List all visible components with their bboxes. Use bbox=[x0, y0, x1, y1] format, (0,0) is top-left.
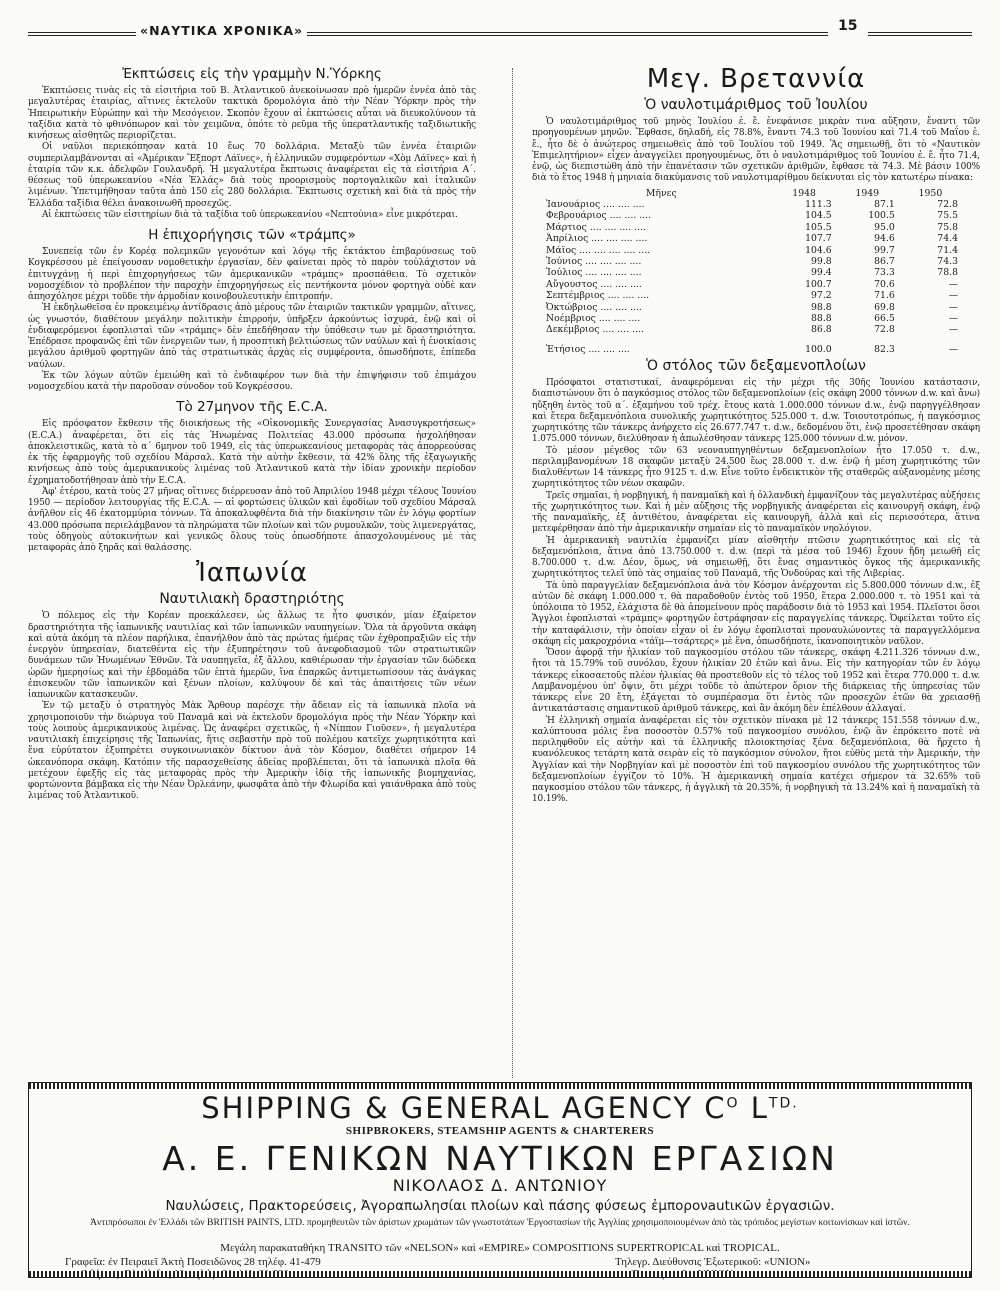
ad-company-name-en bbox=[29, 1091, 971, 1125]
table-cell: 104.5 bbox=[805, 210, 832, 222]
table-row bbox=[546, 210, 966, 221]
table-cell: 104.6 bbox=[805, 244, 832, 256]
table-row bbox=[546, 302, 966, 313]
table-cell: 72.8 bbox=[874, 324, 895, 336]
page-number: 15 bbox=[832, 18, 863, 34]
table-header-cell: 1948 bbox=[792, 187, 816, 199]
table-cell: 75.8 bbox=[937, 221, 958, 233]
table-cell: 105.5 bbox=[805, 221, 832, 233]
table-row bbox=[546, 279, 966, 290]
masthead bbox=[28, 20, 972, 46]
table-row bbox=[546, 267, 966, 278]
ad-sup2: TD. bbox=[768, 1095, 799, 1112]
table-cell: 74.3 bbox=[937, 255, 958, 267]
table-cell: 70.6 bbox=[874, 278, 895, 290]
freight-index-table bbox=[546, 188, 966, 356]
table-cell: — bbox=[948, 312, 958, 324]
table-cell: 100.7 bbox=[805, 278, 832, 290]
article-title-eca: Τὸ 27μηνον τῆς E.C.A. bbox=[176, 399, 328, 416]
ad-owner-name: ΝΙΚΟΛΑΟΣ Δ. ΑΝΤΩΝΙΟΥ bbox=[392, 1176, 608, 1195]
table-header-cell: 1949 bbox=[855, 187, 880, 199]
table-cell: 99.7 bbox=[874, 244, 895, 256]
table-cell: 100.5 bbox=[868, 210, 895, 222]
table-header-row bbox=[546, 188, 966, 199]
table-cell: — bbox=[948, 343, 958, 355]
table-cell: 72.8 bbox=[937, 198, 958, 210]
paragraph: Ἡ ἀμερικανικὴ ναυτιλία ἐμφανίζει μίαν αἰσθητὴν πτῶσιν χωρητικότητος καὶ εἰς τὰ δεξαμενόπλοια, ἅτινα ἀπὸ 13.750.000 τ. d.w. (περὶ τὰ μέσα τοῦ 1946) ἔχουν ἤδη μειωθῆ εἰς 8.700.000 τ. d.w. Δέον, ὅμως, νὰ σημειωθῇ, ὅτι ἕνας σημαντικὸς ὄγκος τῆς ἀμερικανικῆς χωρητικότητος τελεῖ ὑπὸ τὰς σημαίας τοῦ Παναμᾶ, τῆς Ὁνδούρας καὶ τῆς Λιβερίας. bbox=[532, 535, 980, 580]
table-cell: Μάϊος .... .... .... .... .... bbox=[546, 244, 651, 256]
table-row bbox=[546, 256, 966, 267]
table-cell: 107.7 bbox=[805, 233, 832, 245]
paragraph: Ἡ ἐκδηλωθεῖσα ἐν προκειμένῳ ἀντίδρασις ἀπὸ μέρους τῶν ἑταιριῶν τακτικῶν γραμμῶν, αἵτινες, ὡς γνωστόν, διαθέτουν μεγάλην πολιτικὴν ἐπιρροήν, ὑπῆρξεν ἀρκούντως ἰσχυρά, ἐνῷ καὶ οἱ ἐνδιαφερόμενοι ἐφοπλισταὶ τῶν «τράμπς» δὲν ἐπεδήθησαν τὴν ὑπόθεσιν των μὲ δραστηριότητα. Ἐπέδρασε προφανῶς ἐπὶ τῶν ἐνεργειῶν των, ἡ προσπτικὴ βελτιώσεως τῶν ναύλων καὶ ἡ ἐνοικίασις μεγάλου ἀριθμοῦ φορτηγῶν ἀπὸ τὰς στρατιωτικὰς ἀρχὰς εἰς συμφέροντα, ὁπωσδήποτε, ἐπίπεδα ναύλων. bbox=[28, 303, 476, 370]
table-cell: 71.4 bbox=[937, 244, 958, 256]
ad-services: Ναυλώσεις, Πρακτορεύσεις, Ἀγοραπωλησίαι πλοίων καὶ πάσης φύσεως ἐμπορονautικῶν ἐργασιῶν. bbox=[165, 1198, 835, 1214]
publication-title: «ΝΑΥΤΙΚΑ ΧΡΟΝΙΚΑ» bbox=[136, 23, 307, 38]
table-cell: Ἀπρίλιος .... .... .... .... bbox=[546, 233, 648, 245]
masthead-rule-mid bbox=[278, 32, 828, 36]
table-cell: Ἐτήσιος .... .... .... bbox=[546, 343, 630, 355]
table-cell: 75.5 bbox=[937, 210, 958, 222]
paragraph: Ἐκ τῶν λόγων αὐτῶν ἐμειώθη καὶ τὸ ἐνδιαφέρον των διὰ τὴν ἐπιψήφισιν τοῦ ἐπιμάχου νομοσχεδίου κατὰ τὴν παροῦσαν σύνοδον τοῦ Κογκρέσσου. bbox=[28, 370, 476, 392]
ad-telegraph-external: Τηλεγρ. Διεύθυνσις Ἐξωτερικοῦ: «UNION» bbox=[615, 1256, 811, 1268]
table-cell: — bbox=[948, 278, 958, 290]
ad-company-name-gr: Α. Ε. ΓΕΝΙΚΩΝ ΝΑΥΤΙΚΩΝ ΕΡΓΑΣΙΩΝ bbox=[162, 1139, 838, 1178]
ad-sup: O bbox=[726, 1095, 740, 1112]
ad-border-top bbox=[29, 1083, 971, 1089]
ad-office-piraeus: Γραφεῖα: ἐν Πειραιεῖ Ἀκτὴ Ποσειδῶνος 28 τηλέφ. 41-479 bbox=[65, 1256, 321, 1268]
table-cell: — bbox=[948, 301, 958, 313]
article-title-tramp-subsidy: Η ἐπιχορήγησις τῶν «τράμπς» bbox=[148, 227, 356, 243]
table-cell: Σεπτέμβριος .... .... .... bbox=[546, 290, 650, 302]
paragraph: Ὁ πόλεμος εἰς τὴν Κορέαν προεκάλεσεν, ὡς ἄλλως τε ἦτο φυσικόν, μίαν ἐξαίρετον δραστηριότητα τῆς ἰαπωνικῆς ναυτιλίας καὶ τῶν ἰαπωνικῶν ναυπηγείων. Ὅλα τὰ ἀργοῦντα σκάφη καὶ αὐτὰ ἀκόμη τὰ πλέον παρήλικα, ἐπανήλθον ἀπὸ τὰς πρώτας ἡμέρας τῶν ἐχθροπραξιῶν εἰς τὴν ἐνεργὸν ὑπηρεσίαν, διατεθέντα εἰς τὴν ἐξυπηρέτησιν τοῦ ἀνεφοδιασμοῦ τῶν στρατιωτικῶν δυνάμεων τῶν Ἡνωμένων Ἐθνῶν. Τὰ ναυπηγεῖα, ἐξ ἄλλου, καθιέρωσαν τὴν ἐργασίαν τῶν δώδεκα ὡρῶν ἡμερησίως καὶ τὴν ἑβδομάδα τῶν ἑπτὰ ἡμερῶν, ἵνα ἐπαρκῶς ἀντιμετωπίσουν τὰς ἀνάγκας ἐπισκευῶν τῶν ἰαπωνικῶν καὶ ξένων πλοίων, καλύψουν δὲ καὶ τὰς ἀπαιτήσεις τῶν νέων ἰαπωνικῶν κατασκευῶν. bbox=[28, 611, 476, 700]
table-cell: 71.6 bbox=[874, 290, 895, 302]
table-cell: 78.8 bbox=[937, 267, 958, 279]
article-title-tanker-fleet: Ὁ στόλος τῶν δεξαμενοπλοίων bbox=[646, 358, 866, 375]
ad-company-name-en-text: SHIPPING & GENERAL AGENCY C bbox=[201, 1091, 727, 1125]
paragraph: Ἐκπτώσεις τινὰς εἰς τὰ εἰσιτήρια τοῦ Β. Ἀτλαντικοῦ ἀνεκοίνωσαν πρὸ ἡμερῶν ἐννέα ἀπὸ τὰς μεγαλυτέρας ἑταιρίας, αἵτινες ἐκτελοῦν τακτικὰ δρομολόγια ἀπὸ τὴν Νέαν Ὑόρκην πρὸς τὴν Ἠπειρωτικὴν Εὐρώπην καὶ τὴν Μεσόγειον. Σκοπὸν ἔχουν αἱ ἐκπτώσεις αὗται νὰ διευκολύνουν τὰ ταξίδια κατὰ τὸ φθινόπωρον καὶ τὸν χειμῶνα, ὁπότε τὸ ρεῦμα τῆς ὑπερατλαντικῆς ταξιδιωτικῆς κινήσεως αἰσθητῶς περιορίζεται. bbox=[28, 86, 476, 141]
paragraph: Τὸ μέσον μέγεθος τῶν 63 νεοναυπηγηθέντων δεξαμενοπλοίων ἦτο 17.050 τ. d.w., περιλαμβανομένων 18 σκαφῶν μεταξὺ 24.500 ἕως 28.000 τ. d.w. ἐνῷ ἡ μέση χωρητικότης τῶν διαλυθέντων 14 τάνκερς ἦτο 9125 τ. d.w. Εἶνε τοῦτο ἐνδεικτικὸν τῆς σταθερῶς αὐξανομένης μέσης χωρητικότητος τῶν νέων σκαφῶν. bbox=[532, 445, 980, 490]
ad-border-bottom bbox=[29, 1271, 971, 1277]
paragraph: Ὅσον ἀφορᾷ τὴν ἡλικίαν τοῦ παγκοσμίου στόλου τῶν τάνκερς, σκάφη 4.211.326 τόννων d.w., ἤτοι τὰ 15.79% τοῦ συνόλου, ἔχουν ἡλικίαν 20 ἐτῶν καὶ ἄνω. Εἰς τὴν κατηγορίαν τῶν ἐν λόγῳ τάνκερς εἰκοσαετοῦς πλέον ἡλικίας θὰ προστεθοῦν εἰς τὸ τέλος τοῦ 1952 καὶ ἕτερα 770.000 τ. d.w. Λαμβανομένου ὑπ' ὄψιν, ὅτι μέχρι τοῦδε τὸ ἀπώτερον ὅριον τῆς διάρκειας τῆς ὑπηρεσίας τῶν τάνκερς εἶνε 20 ἔτη, ἐξάγεται τὸ συμπέρασμα ὅτι ἐντὸς τῶν προσεχῶν ἐτῶν θὰ χρειασθῇ ἀντικατάστασις σημαντικοῦ ἀριθμοῦ τάνκερς, καὶ ἂν ἀκόμη δὲν ἐπέλθουν ἀλλαγαί. bbox=[532, 648, 980, 715]
table-cell: 86.8 bbox=[810, 324, 832, 336]
table-cell: 87.1 bbox=[874, 198, 895, 210]
table-cell: Ἰανουάριος .... .... .... bbox=[546, 198, 645, 210]
table-cell: Δεκέμβριος .... .... .... bbox=[546, 324, 644, 336]
table-row bbox=[546, 313, 966, 324]
article-title-shipping-activity: Ναυτιλιακὴ δραστηριότης bbox=[159, 591, 345, 608]
table-cell: Νοέμβριος .... .... .... bbox=[546, 312, 641, 324]
masthead-rule-right bbox=[868, 32, 972, 36]
right-column bbox=[532, 60, 980, 806]
table-cell: 99.8 bbox=[810, 255, 832, 267]
table-row bbox=[546, 245, 966, 256]
paragraph: Ἀφ' ἑτέρου, κατὰ τοὺς 27 μῆνας οἵτινες διέρρευσαν ἀπὸ τοῦ Ἀπριλίου 1948 μέχρι τέλους Ἰουνίου 1950 — περίοδον λειτουργίας τῆς E.C.A. — αἱ φορτώσεις ὑλικῶν καὶ ἐφοδίων τοῦ σχεδίου Μάρσαλ ἀνῆλθον εἰς 46 ἑκατομμύρια τόννων. Τὰ ἀποκαλυφθέντα διὰ τὴν διακίνησιν τῶν ἐν λόγῳ φορτίων 43.000 πρόσωπα περιελάμβανον τὰ πληρώματα τῶν πλοίων καὶ τῶν ρυμουλκῶν, τοὺς λιμενεργάτας, τοὺς ὁδηγοὺς αὐτοκινήτων καὶ γενικῶς ὅλους τοὺς ὁπωσδήποτε ἀπασχολουμένους μὲ τὰς μεταφορὰς ἀπὸ ξηρᾶς καὶ θαλάσσης. bbox=[28, 486, 476, 553]
country-heading-japan: Ἰαπωνία bbox=[196, 558, 308, 589]
paragraph: Τὰ ὑπὸ παραγγελίαν δεξαμενόπλοια ἀνὰ τὸν Κόσμον ἀνέρχονται εἰς 5.800.000 τόννων d.w., ἐξ αὐτῶν δὲ σκάφη 1.000.000 τ. θὰ παραδοθοῦν ἐντὸς τοῦ 1950, ἕτερα 2.000.000 τ. τὸ 1951 καὶ τὰ ὑπόλοιπα τὸ 1952, ἐλάχιστα δὲ θὰ ἀπομείνουν πρὸς παράδοσιν διὰ τὸ 1953 καὶ 1954. Πλεῖστοι ὅσοι Ἄγγλοι ἐφοπλισταὶ «τράμπς» φορτηγῶν ἐστράφησαν εἰς παραγγελίας τάνκερς. Ὀφείλεται τοῦτο εἰς τὴν καταφάλισιν, τὴν ὁποίαν εἶχαν οἱ ἐν λόγῳ ἐφοπλισταὶ προναυλώνοντες τὰ παραγγελλόμενα σκάφη εἰς μακροχρόνια «τάϊμ—τσάρτερς» μὲ ἕνα, ὁπωσδήποτε, ἱκανοποιητικὸν ναῦλον. bbox=[532, 580, 980, 647]
paragraph: Ὁ ναυλοτιμάριθμος τοῦ μηνὸς Ἰουλίου ἐ. ἔ. ἐνεφάνισε μικρὰν τινα αὔξησιν, ἔναντι τῶν προηγουμένων μηνῶν. Ἔφθασε, δηλαδή, εἰς 78.8%, ἔναντι 74.3 τοῦ Ἰουνίου καὶ 71.4 τοῦ Μαΐου ἐ. ἔ., ἦτο δὲ ὁ ἀνώτερος σημειωθεὶς ἀπὸ τοῦ Ἰουλίου τοῦ 1949. Ἂς σημειωθῇ, ὅτι τὸ «Ναυτικὸν Ἐπιμελητήριον» εἶχεν ἀναγγείλει προηγουμένως, ὅτι ὁ ναυλοτιμάριθμος τοῦ Ἰουνίου ἐ. ἔ. ἦτο 71.4, ἐνῷ, ὡς διεπιστώθη ἀπὸ τὴν ἐπανέτασιν τῶν σχετικῶν ἀριθμῶν, ἔφθασε τὰ 74.3. Μὲ βάσιν 100% διὰ τὸ ἔτος 1948 ἡ μηνιαία διακύμανσις τοῦ ναυλοτιμαρίθμου δείκνυται εἰς τὸν κατωτέρω πίνακα: bbox=[532, 117, 980, 184]
table-row bbox=[546, 324, 966, 335]
paragraph: Αἱ ἐκπτώσεις τῶν εἰσιτηρίων διὰ τὰ ταξίδια τοῦ ὑπερωκεανίου «Νεπτούνια» εἶνε μικρότεραι. bbox=[42, 209, 458, 220]
table-cell: Ὀκτώβριος .... .... .... bbox=[546, 301, 642, 313]
paragraph: Συνεπείᾳ τῶν ἐν Κορέᾳ πολεμικῶν γεγονότων καὶ λόγῳ τῆς ἐκτάκτου ἐπιβαρύνσεως τοῦ Κογκρέσσου μὲ ἐπείγουσαν νομοθετικὴν ἐργασίαν, δὲν φαίνεται πρὸς τὸ παρὸν τοὐλάχιστον νὰ ἐπιτυγχάνῃ ἡ περὶ ἐπιχορηγήσεως τῶν ἀμερικανικῶν «τράμπς» προσπάθεια. Τὸ σχετικὸν νομοσχέδιον τὸ προβλέπον τὴν παροχὴν ἐπιχορηγήσεως εἰς πεντήκοντα μόνον φορτηγὰ οὐδὲ καν ἀπησχόλησε μέχρι τοῦδε τὴν ἁρμοδίαν κοινοβουλευτικὴν ἐπιτροπήν. bbox=[28, 247, 476, 302]
table-cell: 111.3 bbox=[805, 198, 832, 210]
table-cell: — bbox=[948, 324, 958, 336]
ad-office-row bbox=[65, 1256, 935, 1268]
ad-subtitle-en: SHIPBROKERS, STEAMSHIP AGENTS & CHARTERERS bbox=[345, 1125, 655, 1137]
table-cell: 88.8 bbox=[810, 312, 832, 324]
table-cell: Ἰούλιος .... .... .... .... bbox=[546, 267, 642, 279]
country-heading-britain: Μεγ. Βρεταννία bbox=[646, 64, 866, 94]
table-cell: 94.6 bbox=[874, 233, 895, 245]
table-cell: 73.3 bbox=[874, 267, 895, 279]
table-cell: Μάρτιος .... .... .... .... bbox=[546, 221, 646, 233]
shipping-agency-advertisement bbox=[28, 1082, 972, 1278]
table-cell: 99.4 bbox=[810, 267, 832, 279]
table-cell: Φεβρουάριος .... .... .... bbox=[546, 210, 652, 222]
table-cell: 66.5 bbox=[874, 312, 895, 324]
table-cell: 100.0 bbox=[805, 343, 832, 355]
article-title-freight-index: Ὁ ναυλοτιμάριθμος τοῦ Ἰουλίου bbox=[644, 97, 868, 113]
table-cell: Ἰούνιος .... .... .... .... bbox=[546, 255, 642, 267]
table-cell: 69.8 bbox=[874, 301, 895, 313]
table-total-row bbox=[546, 336, 966, 355]
masthead-rule-left bbox=[28, 32, 136, 36]
table-cell: 98.8 bbox=[810, 301, 832, 313]
table-cell: — bbox=[948, 290, 958, 302]
paragraph: Πρόσφατοι στατιστικαί, ἀναφερόμεναι εἰς τὴν μέχρι τῆς 30ῆς Ἰουνίου κατάστασιν, διαπιστώνουν ὅτι ὁ παγκόσμιος στόλος τῶν δεξαμενοπλοίων (εἰς σκάφη 2000 τόννων d.w. καὶ ἄνω) ηὔξηθη ἐντὸς τοῦ α΄. ἑξαμήνου τοῦ τρέχ. ἔτους κατὰ 1.000.000 τόννων d.w., ἐνῷ παρηγγέλθησαν καὶ ἕτερα δεξαμενόπλοια συνολικῆς χωρητικότητος 525.000 τ. d.w. Τοιουτοτρόπως, ἡ παγκόσμιος χωρητικότης τῶν τάνκερς ἀνήρχετο εἰς 26.677.747 τ. d.w., δεδομένου ὅτι, ἐνῷ προσετέθησαν σκάφη 1.075.000 τόννων, διελύθησαν ἡ ἀπωλέσθησαν τάνκερς 125.000 τόννων d.w. μόνον. bbox=[532, 378, 980, 445]
left-column bbox=[28, 60, 476, 803]
paragraph: Ἡ ἑλληνικὴ σημαία ἀναφέρεται εἰς τὸν σχετικὸν πίνακα μὲ 12 τάνκερς 151.558 τόννων d.w., καλύπτουσα μόλις ἕνα ποσοστὸν 0.57% τοῦ παγκοσμίου συνόλου, ἐνῷ ἂν ἐπρόκειτο ποτὲ νὰ περιληφθοῦν εἰς αὐτὴν καὶ τὰ ἑλληνικῆς πλοιοκτησίας ξένα δεξαμενόπλοια, θὰ ἤρχετο ἡ κυανόλευκος τετάρτη κατὰ σειρὰν εἰς τὸ παγκόσμιον σύνολον, ἤτοι εὐθὺς μετὰ τὴν Ἀμερικήν, τὴν Ἀγγλίαν καὶ τὴν Νορβηγίαν καὶ μὲ ποσοστὸν ἐπὶ τοῦ παγκοσμίου συνόλου τῆς χωρητικότητος τῶν δεξαμενοπλοίων ἐγγίζον τὸ 10%. Ἡ ἀμερικανικὴ σημαία κατέχει σήμερον τὰ 32.65% τοῦ παγκοσμίου στόλου τῶν τάνκερς, ἡ ἀγγλικὴ τὰ 20.35%, ἡ νορβηγικὴ τὰ 13.24% καὶ ἡ παναμαϊκὴ τὰ 10.19%. bbox=[532, 715, 980, 805]
ad-stock-line: Μεγάλη παρακαταθήκη TRANSITO τῶν «NELSON» καὶ «EMPIRE» COMPOSITIONS SUPERTROPICAL καὶ TROPICAL. bbox=[220, 1242, 780, 1254]
article-title-fare-reductions: Ἐκπτώσεις εἰς τὴν γραμμὴν Ν.Ὑόρκης bbox=[122, 66, 382, 82]
table-cell: 86.7 bbox=[874, 255, 895, 267]
paragraph: Τρεῖς σημαῖαι, ἡ νορβηγική, ἡ παναμαϊκὴ καὶ ἡ ὀλλανδικὴ ἐμφανίζουν τὰς μεγαλυτέρας αὐξήσεις τῆς χωρητικότητος των. Καὶ ἡ μὲν αὔξησις τῆς νορβηγικῆς ἀναφέρεται εἰς καινουργῆ σκάφη, ἐνῷ τῆς παναμαϊκῆς, ἐξ ἀντιθέτου, ἀναφέρεται εἰς καινουργῆ, ἀλλὰ καὶ εἰς περισσότερα, ἅτινα μετεφέρθησαν ἀπὸ τὴν ἀμερικανικὴν σημαίαν εἰς τὸ παναμαϊκὸν νηολόγιον. bbox=[532, 490, 980, 535]
table-cell: 95.0 bbox=[874, 221, 895, 233]
table-header-cell: 1950 bbox=[918, 187, 943, 199]
paragraph: Εἰς πρόσφατον ἔκθεσιν τῆς διοικήσεως τῆς «Οἰκονομικῆς Συνεργασίας Ἀνασυγκροτήσεως» (E.C.A.) ἀναφέρεται, ὅτι εἰς τὰς Ἡνωμένας Πολιτείας 43.000 πρόσωπα ἠσχολήθησαν ἀποκλειστικῶς, κατὰ τὸ α΄ 6μηνον τοῦ 1949, εἰς τὰς ὑπερωκεανίους μεταφορὰς τὰς ἀπορρεούσας ἐκ τῆς ἐφαρμογῆς τοῦ σχεδίου Μάρσαλ. Κατὰ τὴν αὐτὴν ἔκθεσιν, τὰ 42% ὅλης τῆς ἐξαγωγικῆς κινήσεως ἀπὸ τοὺς ἀμερικανικοὺς λιμένας τοῦ Ἀτλαντικοῦ κατὰ τὴν ἰδίαν χρονικὴν περίοδον ἐχρηματοδοτήθησαν ἀπὸ τὴν E.C.A. bbox=[28, 419, 476, 486]
ad-representation: Ἀντιπρόσωποι ἐν Ἑλλάδι τῶν BRITISH PAINTS, LTD. προμηθευτῶν τῶν ἀρίστων χρωμάτων τῶν γνωστοτάτων Ἐργοστασίων τῆς Ἀγγλίας χρησιμοποιουμένων ἀπὸ τὰς τρόπιδος μεγίστων κοιτωνίσκων καὶ ἱστῶν. bbox=[90, 1217, 910, 1228]
paragraph: Ἐν τῷ μεταξὺ ὁ στρατηγὸς Μὰκ Ἄρθουρ παρέσχε τὴν ἄδειαν εἰς τὰ ἰαπωνικὰ πλοῖα νὰ χρησιμοποιοῦν τὴν διώρυγα τοῦ Παναμᾶ καὶ νὰ ἐκτελοῦν δρομολόγια πρὸς τὴν Νέαν Ὑόρκην καὶ τοὺς λοιποὺς ἀμερικανικοὺς λιμένας. Ὡς ἀναφέρει σχετικῶς, ἡ «Νίππον Γιοῦσεν», ἡ μεγαλυτέρα ναυτιλιακὴ ἐπιχείρησις τῆς Ἰαπωνίας, ἥτις σεβαστὴν πρὸ τοῦ πολέμου κατεῖχε χωρητικότητα καὶ ἕνα εὐρύτατον ἐξυπηρέτει συγκοινωνιακὸν δίκτυον ἀνὰ τὸν Κόσμον, διαθέτει σήμερον 14 ὠκεανόπορα σκάφη. Κατόπιν τῆς παρασχεθείσης ἀδείας προβλέπεται, ὅτι τὰ ἰαπωνικὰ πλοῖα θὰ μετέχουν ἐφεξῆς εἰς τὰς μεταφορὰς πρὸς τὴν Ἀμερικὴν ἰδίᾳ τῆς ἰαπωνικῆς βιομηχανίας, φορτώνοντα βάμβακα εἰς τὴν Νέαν Ὀρλεάνην, φωσφᾶτα ἀπὸ τὴν Φλωρίδα καὶ γαιάνθρακα ἀπὸ τοὺς λιμένας τοῦ Ἀτλαντικοῦ. bbox=[28, 701, 476, 802]
column-divider bbox=[512, 68, 513, 1078]
table-row bbox=[546, 290, 966, 301]
ad-company-name-en-end: L bbox=[739, 1091, 769, 1125]
table-row bbox=[546, 199, 966, 210]
table-cell: Αὔγουστος .... .... .... bbox=[546, 278, 642, 290]
table-row bbox=[546, 233, 966, 244]
table-cell: 97.2 bbox=[810, 290, 832, 302]
table-row bbox=[546, 222, 966, 233]
table-cell: 74.4 bbox=[937, 233, 958, 245]
paragraph: Οἱ ναῦλοι περιεκόπησαν κατὰ 10 ἕως 70 δολλάρια. Μεταξὺ τῶν ἐννέα ἑταιριῶν συμπεριλαμβάνονται αἱ «Ἀμέρικαν Ἔξπορτ Λάϊνες», ἡ ἑλληνικῶν συμφερόντων «Χὸμ Λάϊνες» καὶ ἡ ἑταιρία τῶν κ.κ. ἀδελφῶν Γουλανδρῆ. Ἡ μεγαλυτέρα ἔκπτωσις ἀναφέρεται εἰς τὰ εἰσιτήρια Α΄. θέσεως τοῦ ὑπερωκεανίου «Νέα Ἑλλάς» διὰ τοὺς προορισμοὺς πορτογαλικῶν καὶ ἰταλικῶν λιμένων. Ὑπετιμήθησαν ταῦτα ἀπὸ 150 εἰς 280 δολλάρια. Ἔκπτωσις σχετικὴ καὶ διὰ τὰ πρὸς τὴν Ἑλλάδα ταξίδια θέλει ἀνακοινωθῆ προσεχῶς. bbox=[28, 142, 476, 209]
table-cell: 82.3 bbox=[874, 343, 895, 355]
table-header-cell: Μῆνες bbox=[645, 187, 677, 199]
